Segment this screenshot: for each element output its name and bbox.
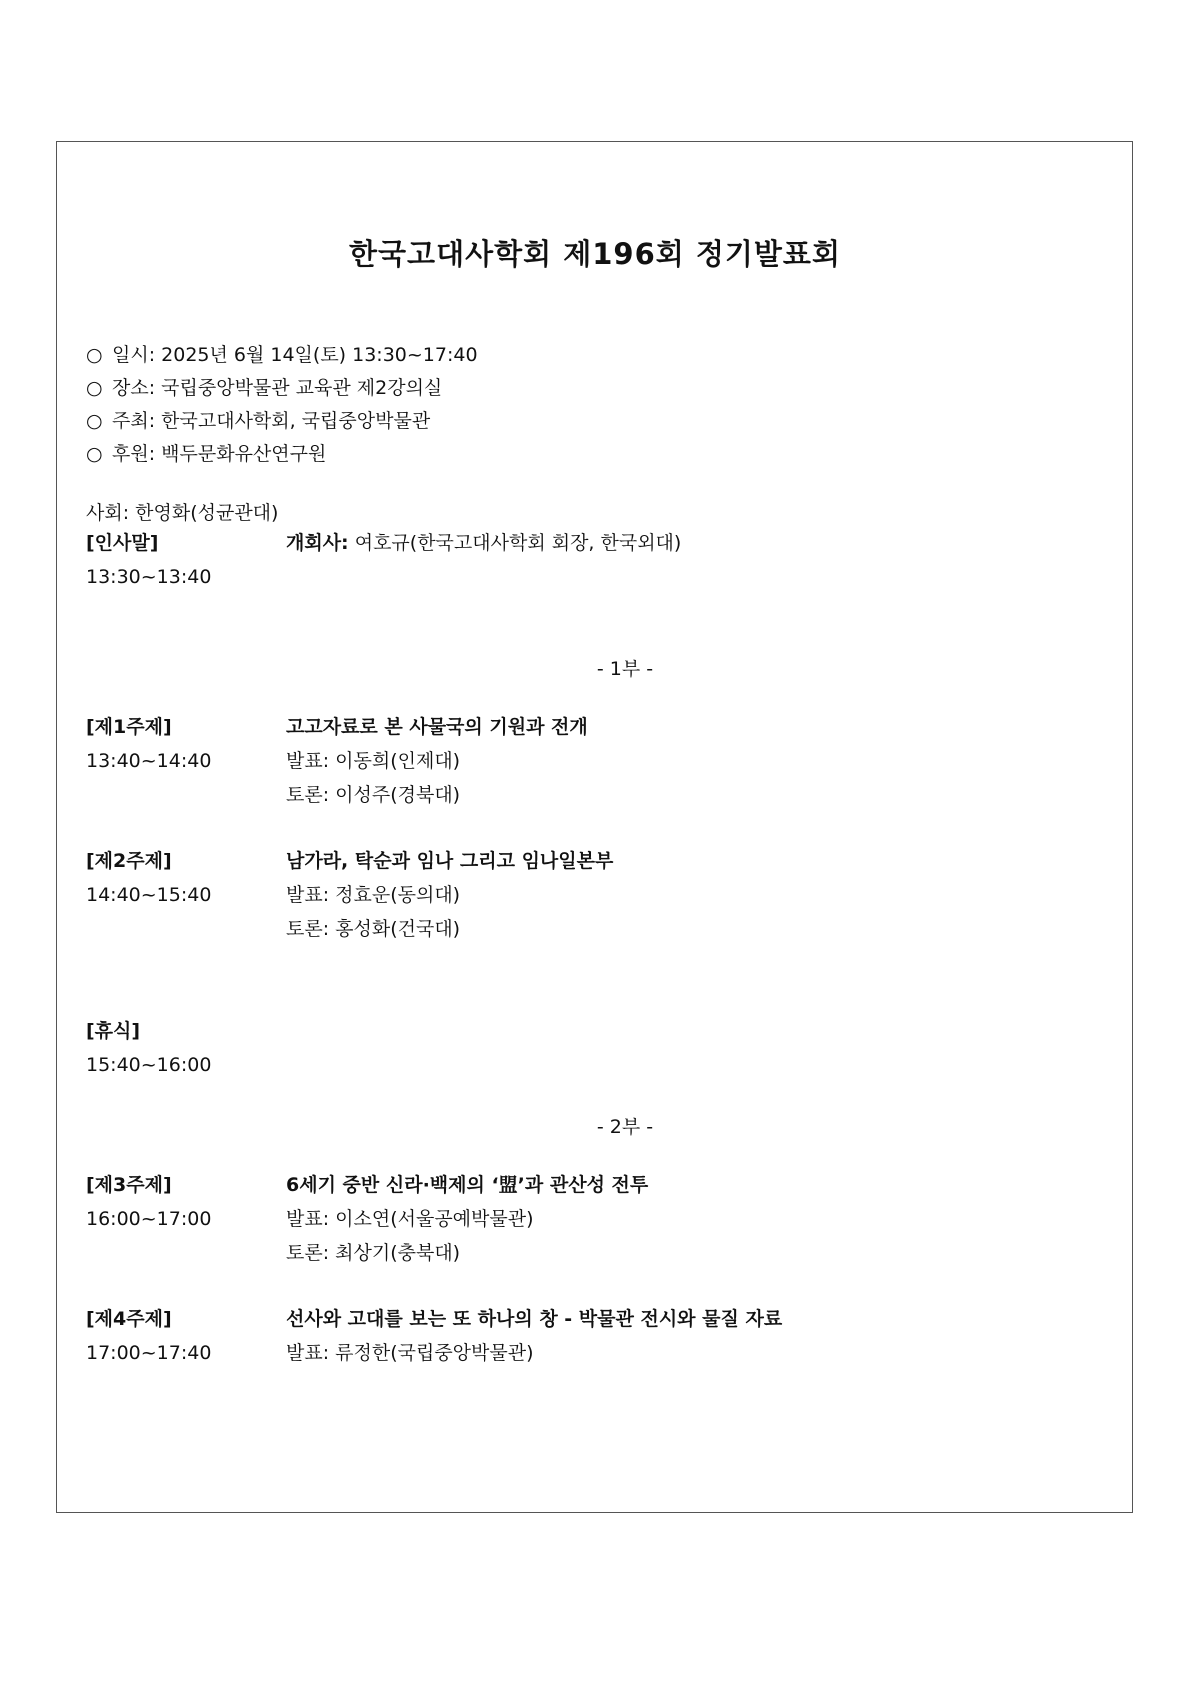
greeting-time: 13:30~13:40 — [86, 566, 212, 588]
page-title: 한국고대사학회 제196회 정기발표회 — [349, 237, 841, 271]
topic1-title: 고고자료로 본 사물국의 기원과 전개 — [286, 716, 588, 738]
info-venue — [86, 372, 478, 405]
topic3-detail — [286, 1168, 648, 1270]
opening-remarks-label: 개회사: — [286, 532, 349, 554]
circle-bullet-icon: ○ — [86, 344, 103, 366]
info-text: 장소: 국립중앙박물관 교육관 제2강의실 — [112, 377, 443, 399]
circle-bullet-icon: ○ — [86, 443, 103, 465]
topic2-block — [86, 844, 211, 912]
info-organizer — [86, 405, 478, 438]
topic1-discussant: 토론: 이성주(경북대) — [286, 784, 461, 806]
topic2-title: 남가라, 탁순과 임나 그리고 임나일본부 — [286, 850, 614, 872]
topic4-detail — [286, 1302, 782, 1370]
topic2-presenter: 발표: 정효운(동의대) — [286, 884, 461, 906]
info-text: 후원: 백두문화유산연구원 — [112, 443, 327, 465]
topic4-block — [86, 1302, 211, 1370]
topic1-detail — [286, 710, 588, 812]
info-date — [86, 339, 478, 372]
info-text: 주최: 한국고대사학회, 국립중앙박물관 — [112, 410, 431, 432]
topic2-discussant: 토론: 홍성화(건국대) — [286, 918, 461, 940]
greeting-block — [86, 526, 211, 594]
greeting-detail — [286, 526, 681, 560]
circle-bullet-icon: ○ — [86, 377, 103, 399]
info-text: 일시: 2025년 6월 14일(토) 13:30~17:40 — [112, 344, 478, 366]
topic1-block — [86, 710, 211, 778]
opening-remarks-person: 여호규(한국고대사학회 회장, 한국외대) — [354, 532, 682, 554]
circle-bullet-icon: ○ — [86, 410, 103, 432]
event-info — [86, 339, 478, 471]
break-label: [휴식] — [86, 1020, 141, 1042]
topic1-label: [제1주제] — [86, 716, 172, 738]
topic4-time: 17:00~17:40 — [86, 1342, 212, 1364]
topic2-label: [제2주제] — [86, 850, 172, 872]
break-block — [86, 1014, 211, 1082]
break-time: 15:40~16:00 — [86, 1054, 212, 1076]
part1-heading: - 1부 - — [596, 658, 654, 680]
topic4-presenter: 발표: 류정한(국립중앙박물관) — [286, 1342, 534, 1364]
topic3-discussant: 토론: 최상기(충북대) — [286, 1242, 461, 1264]
topic3-title: 6세기 중반 신라·백제의 ‘盟’과 관산성 전투 — [286, 1174, 649, 1196]
moderator: 사회: 한영화(성균관대) — [86, 502, 279, 524]
topic4-label: [제4주제] — [86, 1308, 172, 1330]
topic3-time: 16:00~17:00 — [86, 1208, 212, 1230]
info-sponsor — [86, 438, 478, 471]
topic3-presenter: 발표: 이소연(서울공예박물관) — [286, 1208, 534, 1230]
topic2-time: 14:40~15:40 — [86, 884, 212, 906]
topic4-title: 선사와 고대를 보는 또 하나의 창 - 박물관 전시와 물질 자료 — [286, 1308, 783, 1330]
topic1-presenter: 발표: 이동희(인제대) — [286, 750, 461, 772]
topic3-block — [86, 1168, 211, 1236]
topic3-label: [제3주제] — [86, 1174, 172, 1196]
greeting-label: [인사말] — [86, 532, 159, 554]
part2-heading: - 2부 - — [596, 1116, 654, 1138]
topic2-detail — [286, 844, 613, 946]
topic1-time: 13:40~14:40 — [86, 750, 212, 772]
